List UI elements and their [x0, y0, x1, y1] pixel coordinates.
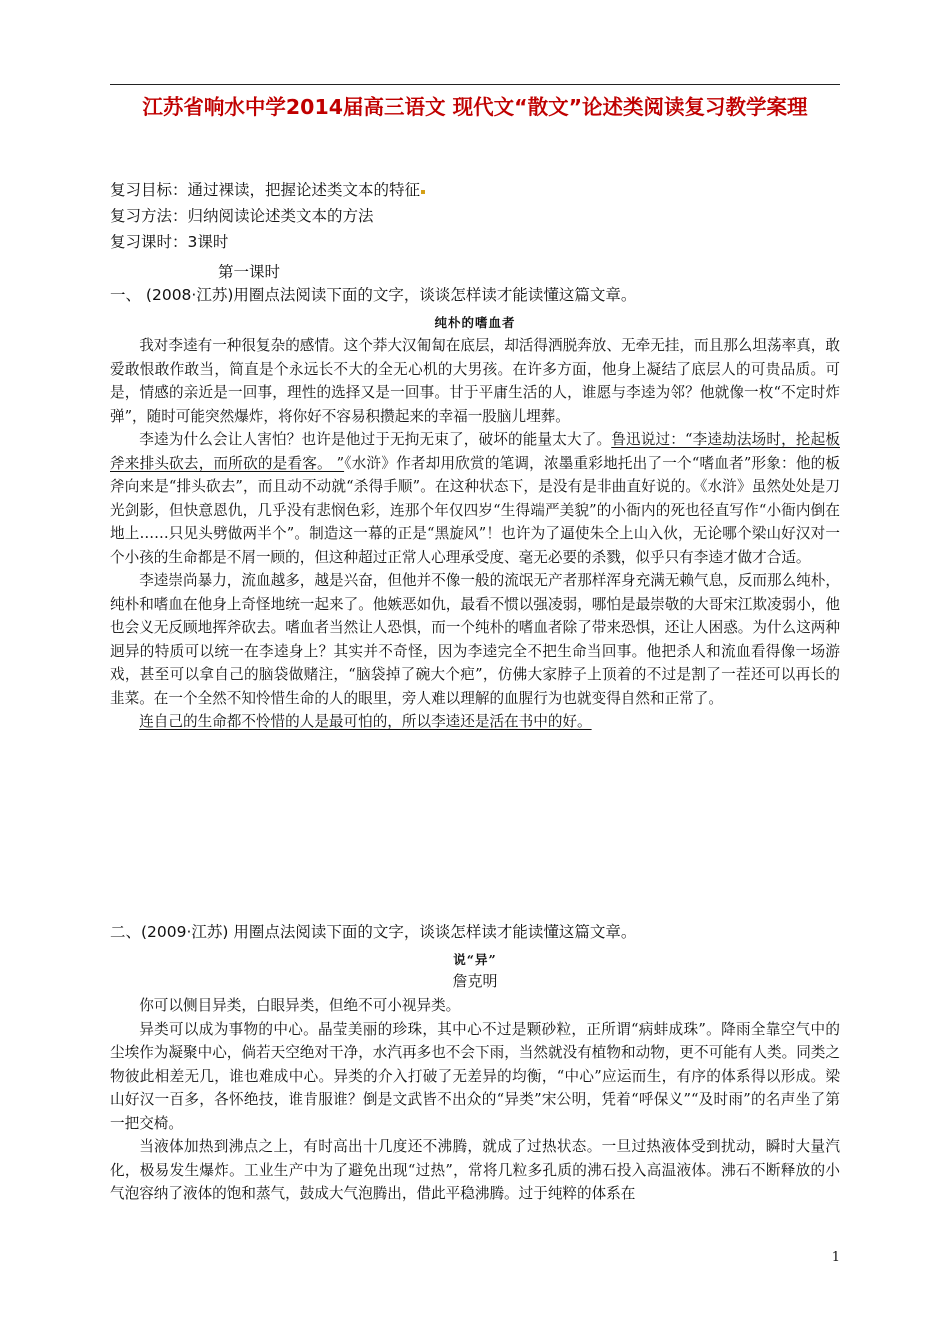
underlined-conclusion: 连自己的生命都不怜惜的人是最可怕的，所以李逵还是活在书中的好。 — [139, 713, 592, 730]
section1-body — [110, 334, 840, 734]
marker-dot — [421, 190, 425, 194]
section2-author: 詹克明 — [452, 972, 498, 990]
section1-paragraph: 李逵崇尚暴力，流血越多，越是兴奋，但他并不像一般的流氓无产者那样浑身充满无赖气息，反而那么纯朴，纯朴和嗜血在他身上奇怪地统一起来了。他嫉恶如仇，最看不惯以强凌弱，哪怕是最崇敬的大哥宋江欺凌弱小，他也会义无反顾地挥斧砍去。嗜血者当然让人恐惧，而一个纯朴的嗜血者除了带来恐惧，还让人困惑。为什么这两种迥异的特质可以统一在李逵身上？其实并不奇怪，因为李逵完全不把生命当回事。他把杀人和流血看得像一场游戏，甚至可以拿自己的脑袋做赌注，“脑袋掉了碗大个疤”，仿佛大家脖子上顶着的不过是割了一茬还可以再长的韭菜。在一个全然不知怜惜生命的人的眼里，旁人难以理解的血腥行为也就变得自然和正常了。 — [110, 572, 840, 707]
header-rule — [110, 84, 840, 85]
review-goal: 复习目标：通过裸读，把握论述类文本的特征 — [110, 180, 425, 200]
lesson-heading: 第一课时 — [218, 263, 281, 281]
underlined-quote: 鲁迅说过：“李逵劫法场时，抡起板斧来排头砍去，而所砍的是看客。 ” — [110, 431, 840, 472]
section2-paragraph: 异类可以成为事物的中心。晶莹美丽的珍珠，其中心不过是颗砂粒，正所谓“病蚌成珠”。降雨全靠空气中的尘埃作为凝聚中心，倘若天空绝对干净，水汽再多也不会下雨，当然就没有植物和动物，更不可能有人类。同类之物彼此相差无几，谁也难成中心。异类的介入打破了无差异的均衡，“中心”应运而生，有序的体系得以形成。梁山好汉一百多，各怀绝技，谁肯服谁？倒是文武皆不出众的“异类”宋公明，凭着“呼保义”“及时雨”的名声坐了第一把交椅。 — [110, 1020, 840, 1132]
section2-paragraph: 你可以侧目异类，白眼异类，但绝不可小视异类。 — [139, 997, 461, 1014]
page-title: 江苏省响水中学2014届高三语文 现代文“散文”论述类阅读复习教学案理 — [142, 95, 808, 119]
section2-body — [110, 994, 840, 1206]
section1-paragraph: 我对李逵有一种很复杂的感情。这个莽大汉匍匐在底层，却活得洒脱奔放、无牵无挂，而且那么坦荡率真，敢爱敢恨敢作敢当，简直是个永远长不大的全无心机的大男孩。在许多方面，他身上凝结了底层人的可贵品质。可是，情感的亲近是一回事，理性的选择又是一回事。甘于平庸生活的人，谁愿与李逵为邻？他就像一枚“不定时炸弹”，随时可能突然爆炸，将你好不容易积攒起来的幸福一股脑儿埋葬。 — [110, 337, 840, 425]
section1-paragraph — [110, 710, 840, 734]
section1-article-title: 纯朴的嗜血者 — [434, 315, 516, 330]
page-number: 1 — [831, 1250, 840, 1265]
section2-heading: 二、(2009·江苏) 用圈点法阅读下面的文字，谈谈怎样读才能读懂这篇文章。 — [110, 923, 637, 941]
section1-heading: 一、 (2008·江苏)用圈点法阅读下面的文字，谈谈怎样读才能读懂这篇文章。 — [110, 286, 637, 304]
section2-paragraph: 当液体加热到沸点之上，有时高出十几度还不沸腾，就成了过热状态。一旦过热液体受到扰动，瞬时大量汽化，极易发生爆炸。工业生产中为了避免出现“过热”，常将几粒多孔质的沸石投入高温液体。沸石不断释放的小气泡容纳了液体的饱和蒸气，鼓成大气泡腾出，借此平稳沸腾。过于纯粹的体系在 — [110, 1138, 840, 1202]
section2-article-title: 说“异” — [453, 952, 497, 967]
section1-paragraph: 李逵为什么会让人害怕？也许是他过于无拘无束了，破坏的能量太大了。鲁迅说过：“李逵劫法场时，抡起板斧来排头砍去，而所砍的是看客。 ”《水浒》作者却用欣赏的笔调，浓墨重彩地托出了一个“嗜血者”形象：他的板斧向来是“排头砍去”，而且动不动就“杀得手顺”。在这种状态下，是没有是非曲直好说的。《水浒》虽然处处是刀光剑影，但快意恩仇，几乎没有悲悯色彩，连那个年仅四岁“生得端严美貌”的小衙内的死也径直写作“小衙内倒在地上……只见头劈做两半个”。制造这一幕的正是“黑旋风”！也许为了逼使朱仝上山入伙，无论哪个梁山好汉对一个小孩的生命都是不屑一顾的，但这种超过正常人心理承受度、毫无必要的杀戮，似乎只有李逵才做才合适。 — [110, 431, 840, 566]
review-method: 复习方法：归纳阅读论述类文本的方法 — [110, 207, 374, 225]
review-hours: 复习课时：3课时 — [110, 233, 229, 251]
